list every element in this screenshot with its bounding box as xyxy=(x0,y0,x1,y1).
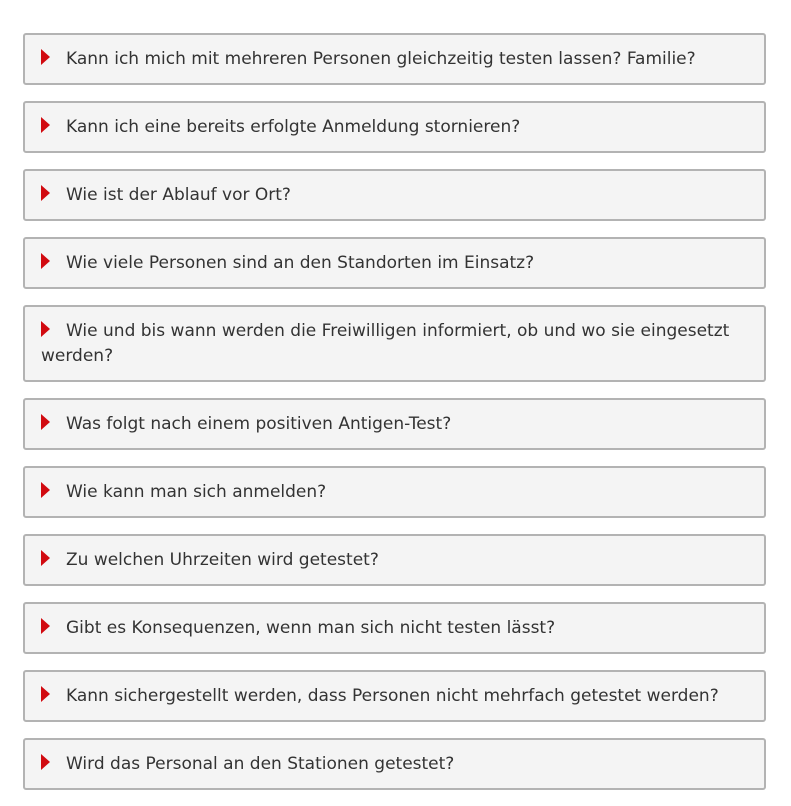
faq-question: Kann ich eine bereits erfolgte Anmeldung stornieren? xyxy=(66,117,521,137)
caret-right-icon xyxy=(41,754,50,770)
caret-right-icon xyxy=(41,618,50,634)
faq-item-volunteer-information[interactable] xyxy=(23,305,766,382)
faq-question: Wie viele Personen sind an den Standorten im Einsatz? xyxy=(66,253,535,273)
caret-right-icon xyxy=(41,185,50,201)
faq-question: Kann ich mich mit mehreren Personen gleichzeitig testen lassen? Familie? xyxy=(66,49,696,69)
faq-item-procedure-on-site[interactable] xyxy=(23,169,766,221)
faq-question: Kann sichergestellt werden, dass Personen nicht mehrfach getestet werden? xyxy=(66,686,719,706)
faq-item-how-to-register[interactable] xyxy=(23,466,766,518)
faq-question: Wird das Personal an den Stationen getestet? xyxy=(66,754,455,774)
faq-item-staff-tested[interactable] xyxy=(23,738,766,790)
caret-right-icon xyxy=(41,550,50,566)
caret-right-icon xyxy=(41,117,50,133)
caret-right-icon xyxy=(41,49,50,65)
faq-item-consequences[interactable] xyxy=(23,602,766,654)
faq-item-positive-test[interactable] xyxy=(23,398,766,450)
caret-right-icon xyxy=(41,321,50,337)
caret-right-icon xyxy=(41,253,50,269)
faq-question: Gibt es Konsequenzen, wenn man sich nicht testen lässt? xyxy=(66,618,556,638)
caret-right-icon xyxy=(41,686,50,702)
faq-question: Wie und bis wann werden die Freiwilligen informiert, ob und wo sie eingesetzt werden? xyxy=(41,321,730,366)
faq-item-test-times[interactable] xyxy=(23,534,766,586)
faq-item-multiple-persons[interactable] xyxy=(23,33,766,85)
caret-right-icon xyxy=(41,414,50,430)
faq-item-cancel-registration[interactable] xyxy=(23,101,766,153)
faq-question: Zu welchen Uhrzeiten wird getestet? xyxy=(66,550,379,570)
faq-question: Wie kann man sich anmelden? xyxy=(66,482,327,502)
faq-item-multiple-testing[interactable] xyxy=(23,670,766,722)
faq-list xyxy=(23,33,766,806)
caret-right-icon xyxy=(41,482,50,498)
faq-question: Was folgt nach einem positiven Antigen-Test? xyxy=(66,414,452,434)
faq-question: Wie ist der Ablauf vor Ort? xyxy=(66,185,291,205)
faq-item-staff-count[interactable] xyxy=(23,237,766,289)
